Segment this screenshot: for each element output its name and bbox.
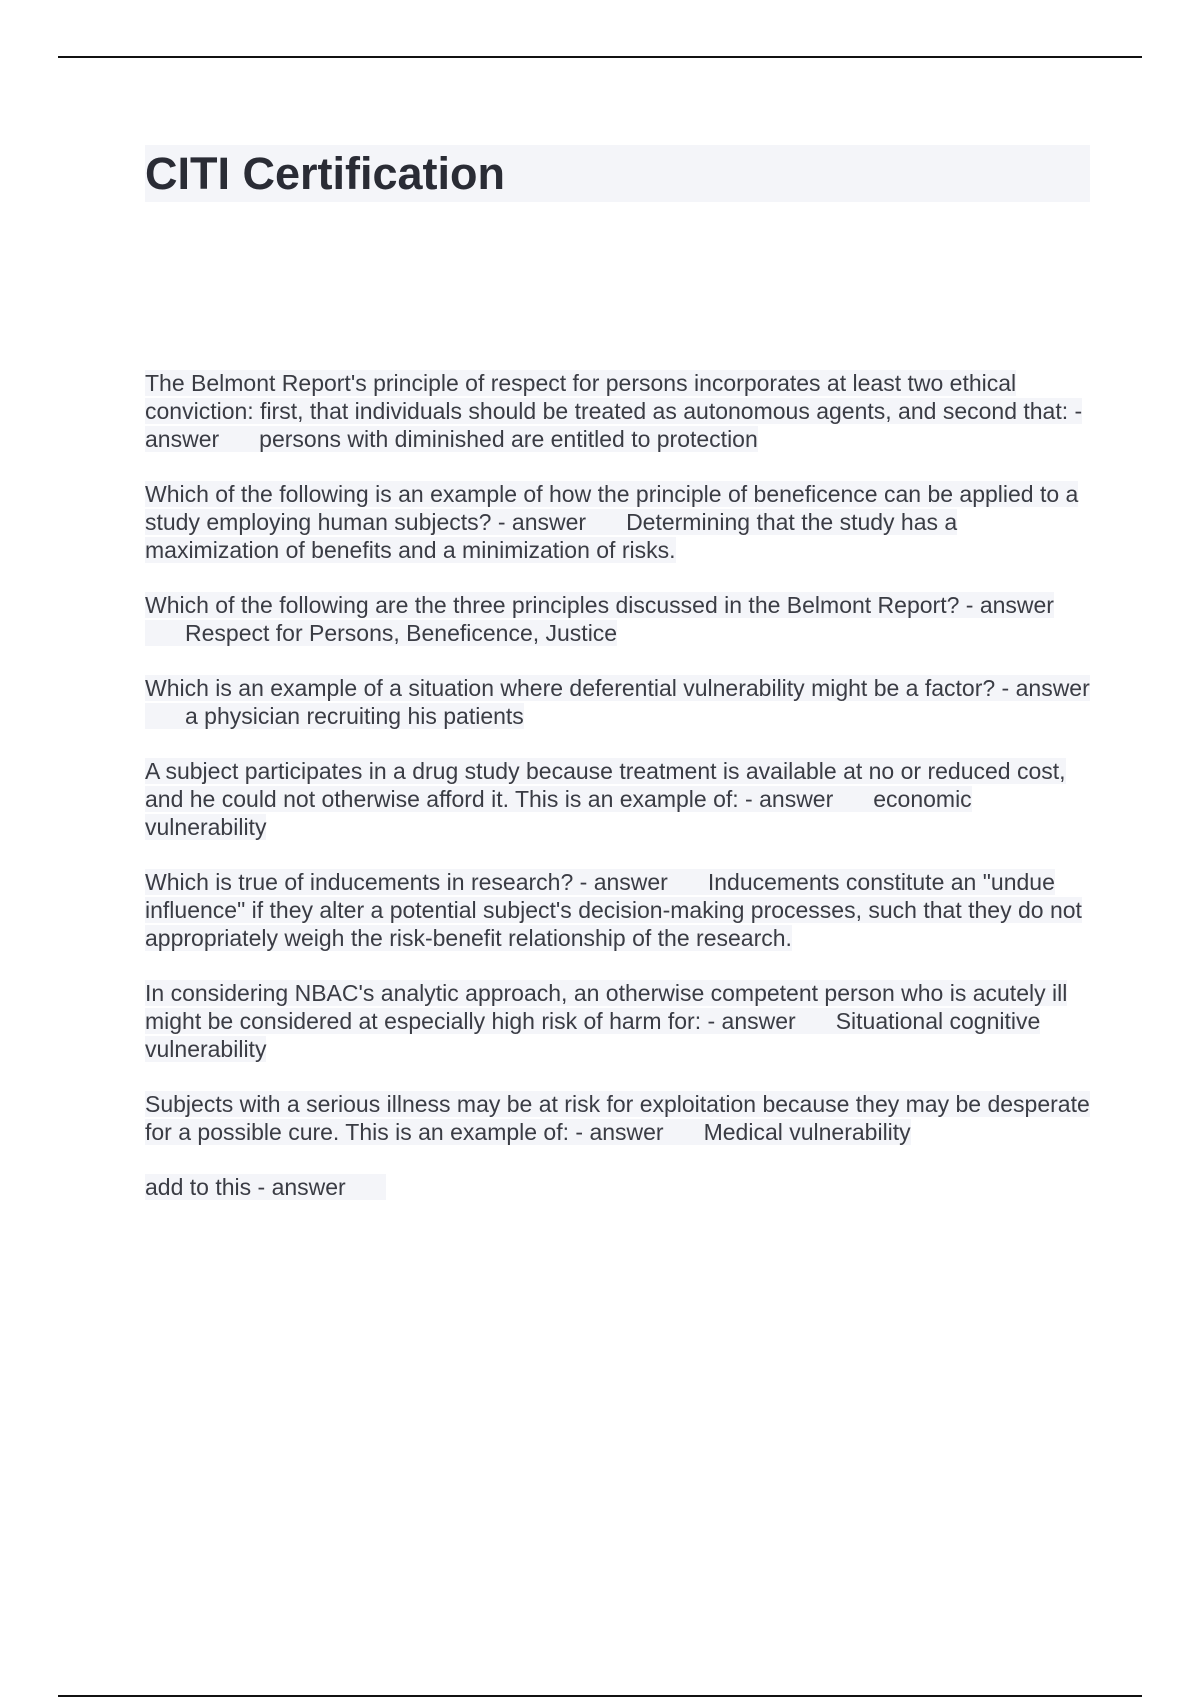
qa-item — [145, 1173, 1090, 1201]
answer-text: Medical vulnerability — [703, 1119, 911, 1145]
qa-text — [145, 1091, 1090, 1145]
qa-item — [145, 674, 1090, 730]
answer-text: a physician recruiting his patients — [185, 703, 524, 729]
answer-text: persons with diminished are entitled to protection — [259, 426, 758, 452]
qa-text — [145, 592, 1054, 646]
qa-text — [145, 675, 1090, 729]
answer-text: economic vulnerability — [145, 786, 972, 840]
question-text: In considering NBAC's analytic approach, an otherwise competent person who is acutely ill might be considered at especially high risk of harm for: - answer — [145, 980, 1068, 1034]
question-text: Which of the following is an example of how the principle of beneficence can be applied to a study employing human subjects? - answer — [145, 481, 1079, 535]
qa-text — [145, 1174, 386, 1200]
answer-text: Determining that the study has a maximization of benefits and a minimization of risks. — [145, 509, 958, 563]
question-text: add to this - answer — [145, 1174, 346, 1200]
page-title: CITI Certification — [145, 148, 506, 199]
question-text: Which is true of inducements in research? - answer — [145, 869, 668, 895]
qa-item — [145, 591, 1090, 647]
qa-item — [145, 480, 1090, 564]
question-text: Subjects with a serious illness may be at risk for exploitation because they may be desperate for a possible cure. This is an example of: - answer — [145, 1091, 1090, 1145]
qa-item — [145, 1090, 1090, 1146]
qa-text — [145, 758, 1066, 840]
qa-item — [145, 369, 1090, 453]
question-text: A subject participates in a drug study because treatment is available at no or reduced cost, and he could not otherwise afford it. This is an example of: - answer — [145, 758, 1066, 812]
answer-text: Situational cognitive vulnerability — [145, 1008, 1041, 1062]
qa-text — [145, 980, 1067, 1062]
question-text: Which of the following are the three principles discussed in the Belmont Report? - answer — [145, 592, 1054, 618]
qa-item — [145, 979, 1090, 1063]
question-text: Which is an example of a situation where deferential vulnerability might be a factor? - answer — [145, 675, 1090, 701]
qa-item — [145, 757, 1090, 841]
qa-list — [145, 369, 1090, 1228]
footer-rule — [58, 1695, 1142, 1697]
qa-text — [145, 481, 1078, 563]
qa-text — [145, 869, 1082, 951]
question-text: The Belmont Report's principle of respect for persons incorporates at least two ethical conviction: first, that individuals should be treated as autonomous agents, and second that: - answer — [145, 370, 1083, 452]
qa-text — [145, 370, 1082, 452]
title-block — [145, 145, 1090, 202]
header-rule — [58, 56, 1142, 58]
answer-text: Respect for Persons, Beneficence, Justice — [185, 620, 618, 646]
qa-item — [145, 868, 1090, 952]
answer-text: Inducements constitute an "undue influence" if they alter a potential subject's decision-making processes, such that they do not appropriately weigh the risk-benefit relationship of the research. — [145, 869, 1082, 951]
